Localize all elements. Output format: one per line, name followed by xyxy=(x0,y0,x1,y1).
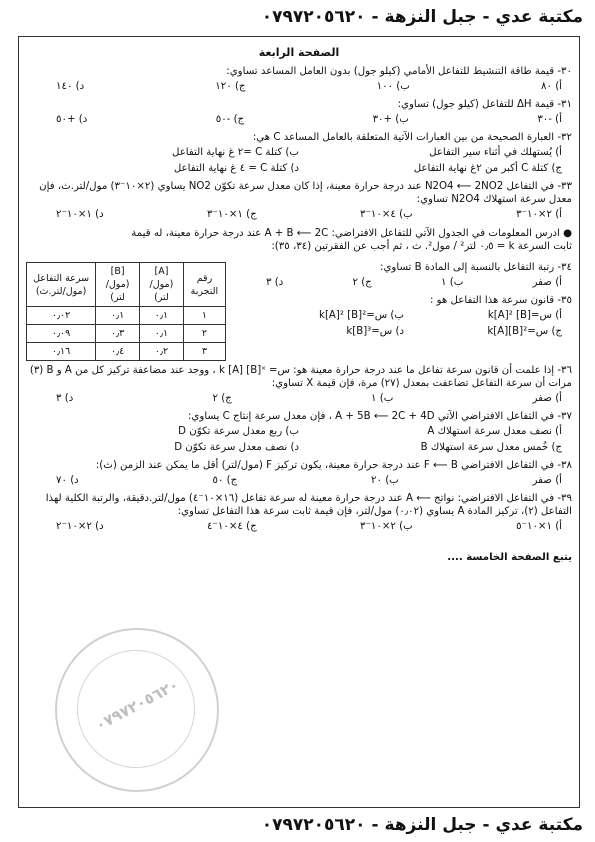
option-a[interactable]: أ) ٢×١٠⁻٣ xyxy=(516,209,562,220)
header-library: مكتبة عدي - جبل النزهة - ٠٧٩٧٢٠٥٦٢٠ xyxy=(261,7,583,27)
col-header-rate: سرعة التفاعل (مول/لتر.ث) xyxy=(27,263,96,307)
question-text: ٣٦- إذا علمت أن قانون سرعة تفاعل ما عند درجة حرارة معينة هو: س= k [A] [B]ˣ ، ووجد عند مضاعفة تركيز كل من A و B (٣) مرات أن سرعة التفاعل تضاعفت بمعدل (٢٧) مرة، فإن قيمة X تساوي: xyxy=(29,365,572,389)
question-text: ٣٥- قانون سرعة هذا التفاعل هو : xyxy=(430,295,572,306)
table-cell: ٢ xyxy=(183,325,225,343)
rate-table xyxy=(26,262,226,361)
option-b[interactable]: ب) ١٠٠ xyxy=(376,81,410,92)
question-38 xyxy=(26,459,572,489)
question-text: ٣٢- العبارة الصحيحة من بين العبارات الآتية المتعلقة بالعامل المساعد C هي: xyxy=(252,132,572,143)
table-cell: ٠٫١٦ xyxy=(27,343,96,361)
col-header-a: [A] (مول/لتر) xyxy=(140,263,184,307)
table-intro xyxy=(26,227,572,253)
option-a[interactable]: أ) -٣٠ xyxy=(537,114,562,125)
table-cell: ٠٫٠٩ xyxy=(27,325,96,343)
question-34 xyxy=(236,261,572,291)
intro-line-2: ثابت السرعة k = ٠٫٥ لتر² / مول². ث ، ثم أجب عن الفقرتين (٣٤، ٣٥): xyxy=(271,241,572,252)
option-d[interactable]: د) ٢×١٠⁻٢ xyxy=(56,521,104,532)
stamp-number: ٠٧٩٧٢٠٥٦٢٠ xyxy=(92,675,182,735)
option-c[interactable]: ج) خُمس معدل سرعة استهلاك B xyxy=(420,442,562,453)
option-b[interactable]: ب) ربع معدل سرعة تكوّن D xyxy=(178,426,299,437)
option-c[interactable]: ج) -٥٠ xyxy=(215,114,245,125)
table-header-row xyxy=(27,263,226,307)
question-36 xyxy=(26,364,572,407)
option-b[interactable]: ب) ٢×١٠⁻٣ xyxy=(360,521,413,532)
option-b[interactable]: ب) ١ xyxy=(371,393,394,404)
table-cell: ٠٫٢ xyxy=(140,343,184,361)
option-d[interactable]: د) ٧٠ xyxy=(56,475,79,486)
option-d[interactable]: د) كتلة C = ٤ غ نهاية التفاعل xyxy=(173,163,299,174)
question-31 xyxy=(26,98,572,128)
exam-content xyxy=(26,42,572,564)
col-header-experiment: رقم التجربة xyxy=(183,263,225,307)
option-a[interactable]: أ) ١×١٠⁻٥ xyxy=(516,521,562,532)
option-c[interactable]: ج) ٢ xyxy=(352,277,372,288)
col-header-b: [B] (مول/لتر) xyxy=(96,263,140,307)
table-cell: ٠٫١ xyxy=(96,307,140,325)
question-32 xyxy=(26,131,572,177)
option-c[interactable]: ج) س=k[A][B]² xyxy=(487,326,562,337)
question-35 xyxy=(236,294,572,340)
option-d[interactable]: د) +٥٠ xyxy=(56,114,88,125)
question-text: ٣٤- رتبة التفاعل بالنسبة إلى المادة B تساوي: xyxy=(380,262,572,273)
option-c[interactable]: ج) ١×١٠⁻٣ xyxy=(207,209,257,220)
table-cell: ٠٫٠٢ xyxy=(27,307,96,325)
option-c[interactable]: ج) كتلة C أكبر من ٢غ نهاية التفاعل xyxy=(413,163,562,174)
option-a[interactable]: أ) صفر xyxy=(532,393,562,404)
option-b[interactable]: ب) كتلة C =٢ غ نهاية التفاعل xyxy=(172,147,299,158)
option-a[interactable]: أ) س=k[A]² [B] xyxy=(487,310,562,321)
option-d[interactable]: د) نصف معدل سرعة تكوّن D xyxy=(174,442,299,453)
footer-library: مكتبة عدي - جبل النزهة - ٠٧٩٧٢٠٥٦٢٠ xyxy=(261,815,583,835)
intro-line-1: ● ادرس المعلومات في الجدول الآتي للتفاعل الافتراضي: A + B ⟵ 2C عند درجة حرارة معينة، له قيمة xyxy=(131,228,572,239)
library-stamp xyxy=(55,628,219,792)
question-33 xyxy=(26,180,572,223)
question-text: ٣٩- في التفاعل الافتراضي: نواتج ⟵ A عند درجة حرارة معينة له سرعة تفاعل (١٦×١٠⁻٤) مول/لتر.دقيقة، والرتبة الكلية لهذا التفاعل (٢)، تركيز المادة A يساوي (٠٫٠٢) مول/لتر، فإن قيمة ثابت سرعة هذا التفاعل تساوي: xyxy=(45,493,572,517)
option-b[interactable]: ب) ٢٠ xyxy=(371,475,399,486)
question-text: ٣٠- قيمة طاقة التنشيط للتفاعل الأمامي (كيلو جول) بدون العامل المساعد تساوي: xyxy=(226,66,572,77)
question-text: ٣٣- في التفاعل N2O4 ⟵ 2NO2 عند درجة حرارة معينة، إذا كان معدل سرعة تكوّن NO2 يساوي (٢×١٠⁻٣) مول/لتر.ث، فإن معدل سرعة استهلاك N2O4 تساوي: xyxy=(39,181,572,205)
question-37 xyxy=(26,410,572,456)
option-c[interactable]: ج) ٥٠ xyxy=(212,475,238,486)
question-text: ٣٨- في التفاعل الافتراضي F ⟵ B عند درجة حرارة معينة، يكون تركيز F (مول/لتر) أقل ما يمكن عند الزمن (ث): xyxy=(95,460,572,471)
question-30 xyxy=(26,65,572,95)
option-a[interactable]: أ) ٨٠ xyxy=(541,81,562,92)
option-b[interactable]: ب) ١ xyxy=(441,277,464,288)
table-row xyxy=(27,343,226,361)
page-title: الصفحة الرابعة xyxy=(258,46,340,59)
option-d[interactable]: د) ٣ xyxy=(266,277,284,288)
option-a[interactable]: أ) صفر xyxy=(532,277,562,288)
question-39 xyxy=(26,492,572,535)
table-cell: ١ xyxy=(183,307,225,325)
option-b[interactable]: ب) +٣٠ xyxy=(372,114,409,125)
table-cell: ٠٫١ xyxy=(140,325,184,343)
question-text: ٣٧- في التفاعل الافتراضي الآتي A + 5B ⟵ 2C + 4D ، فإن معدل سرعة إنتاج C يساوي: xyxy=(188,411,572,422)
option-c[interactable]: ج) ٤×١٠⁻٤ xyxy=(207,521,257,532)
table-section xyxy=(26,258,572,361)
option-d[interactable]: د) ١×١٠⁻٢ xyxy=(56,209,104,220)
table-cell: ٠٫١ xyxy=(140,307,184,325)
option-b[interactable]: ب) س=k[A]² [B]² xyxy=(319,310,404,321)
table-cell: ٠٫٣ xyxy=(96,325,140,343)
table-row xyxy=(27,307,226,325)
option-c[interactable]: ج) ٢ xyxy=(212,393,232,404)
option-b[interactable]: ب) ٤×١٠⁻٣ xyxy=(360,209,413,220)
table-row xyxy=(27,325,226,343)
question-text: ٣١- قيمة ΔH للتفاعل (كيلو جول) تساوي: xyxy=(397,99,572,110)
questions-34-35 xyxy=(236,258,572,361)
option-c[interactable]: ج) ١٢٠ xyxy=(215,81,246,92)
table-cell: ٣ xyxy=(183,343,225,361)
option-a[interactable]: أ) صفر xyxy=(532,475,562,486)
continue-note: يتبع الصفحة الخامسة .... xyxy=(447,552,572,563)
option-d[interactable]: د) ١٤٠ xyxy=(56,81,85,92)
table-cell: ٠٫٤ xyxy=(96,343,140,361)
option-a[interactable]: أ) يُستهلك في أثناء سير التفاعل xyxy=(429,147,562,158)
option-a[interactable]: أ) نصف معدل سرعة استهلاك A xyxy=(427,426,562,437)
option-d[interactable]: د) س=k[B]³ xyxy=(346,326,404,337)
option-d[interactable]: د) ٣ xyxy=(56,393,74,404)
